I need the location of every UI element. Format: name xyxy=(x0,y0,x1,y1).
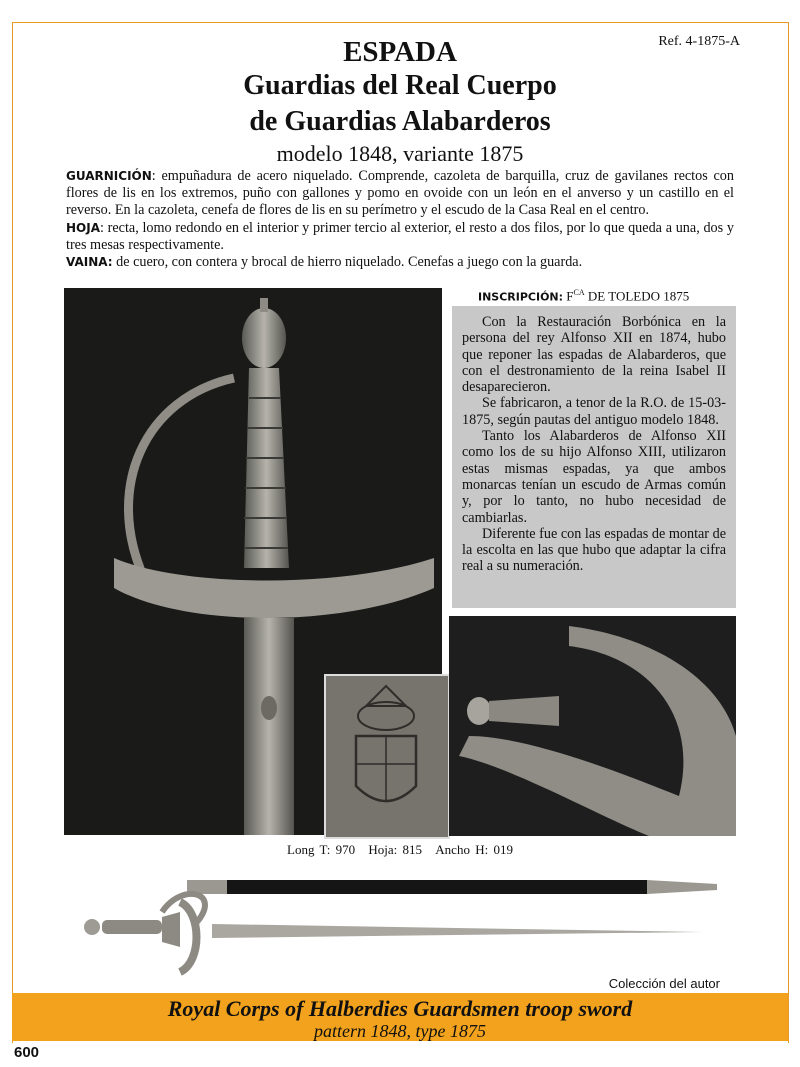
vaina-label: VAINA: xyxy=(66,255,113,270)
inscription-label: INSCRIPCIÓN: xyxy=(478,290,564,304)
history-paragraph: Se fabricaron, a tenor de la R.O. de 15-03-1875, según pautas del antiguo modelo 1848. xyxy=(462,395,726,428)
length-total: Long T: 970 xyxy=(287,842,356,857)
inscription xyxy=(478,288,689,304)
full-sword-illustration xyxy=(62,872,740,984)
title-line-3: de Guardias Alabarderos xyxy=(249,106,551,137)
blade-length: Hoja: 815 xyxy=(368,842,423,857)
vaina-paragraph xyxy=(66,254,734,271)
full-sword-photo xyxy=(62,872,740,984)
history-paragraph: Tanto los Alabarderos de Alfonso XII como los de su hijo Alfonso XIII, utilizaron estas mismas espadas, ya que ambos monarcas tenían un escudo de Armas común y, por lo tanto, no hubo necesidad de cambiarlas. xyxy=(462,428,726,526)
english-title-banner xyxy=(12,993,788,1041)
hoja-text: : recta, lomo redondo en el interior y primer tercio al exterior, el resto a dos filos, por lo que queda a una, dos y tres mesas respectivamente. xyxy=(66,219,734,253)
coat-of-arms-illustration xyxy=(326,676,448,837)
subtitle: modelo 1848, variante 1875 xyxy=(276,141,524,166)
english-subtitle: pattern 1848, type 1875 xyxy=(314,1021,486,1041)
guard-detail-illustration xyxy=(449,616,736,836)
guarnicion-text: : empuñadura de acero niquelado. Comprende, cazoleta de barquilla, cruz de gavilanes rectos con flores de lis en los extremos, puño con gallones y pomo en ovoide con un león en el anverso y un castillo en el reverso. En la cazoleta, cenefa de flores de lis en su perímetro y el escudo de la Casa Real en el centro. xyxy=(66,168,734,219)
reference-code: Ref. 4-1875-A xyxy=(658,34,740,49)
dimensions xyxy=(0,842,800,858)
history-paragraph: Diferente fue con las espadas de montar de la escolta en las que hubo que adaptar la cifra real a su numeración. xyxy=(462,525,726,575)
description xyxy=(66,168,734,271)
guarnicion-paragraph xyxy=(66,168,734,220)
blade-width: Ancho H: 019 xyxy=(435,842,513,857)
hoja-label: HOJA xyxy=(66,220,100,235)
title-line-2: Guardias del Real Cuerpo xyxy=(243,70,557,101)
inscription-prefix: F xyxy=(566,288,574,304)
collection-credit: Colección del autor xyxy=(608,976,720,991)
vaina-text: de cuero, con contera y brocal de hierro niquelado. Cenefas a juego con la guarda. xyxy=(112,254,583,271)
english-title: Royal Corps of Halberdies Guardsmen troop sword xyxy=(167,996,633,1021)
guarnicion-label: GUARNICIÓN xyxy=(66,169,152,183)
coat-of-arms-photo xyxy=(324,674,450,839)
history-paragraph: Con la Restauración Borbónica en la persona del rey Alfonso XII en 1874, hubo que reponer las espadas de Alabarderos, que con el destronamiento de la reina Isabel II desaparecieron. xyxy=(462,314,726,396)
inscription-text: DE TOLEDO 1875 xyxy=(584,288,690,304)
inscription-superscript: CA xyxy=(573,288,585,297)
guard-detail-photo xyxy=(449,616,736,836)
history-box xyxy=(452,306,736,608)
title-line-1: ESPADA xyxy=(343,36,457,68)
hoja-paragraph xyxy=(66,220,734,254)
page-number: 600 xyxy=(14,1044,40,1061)
